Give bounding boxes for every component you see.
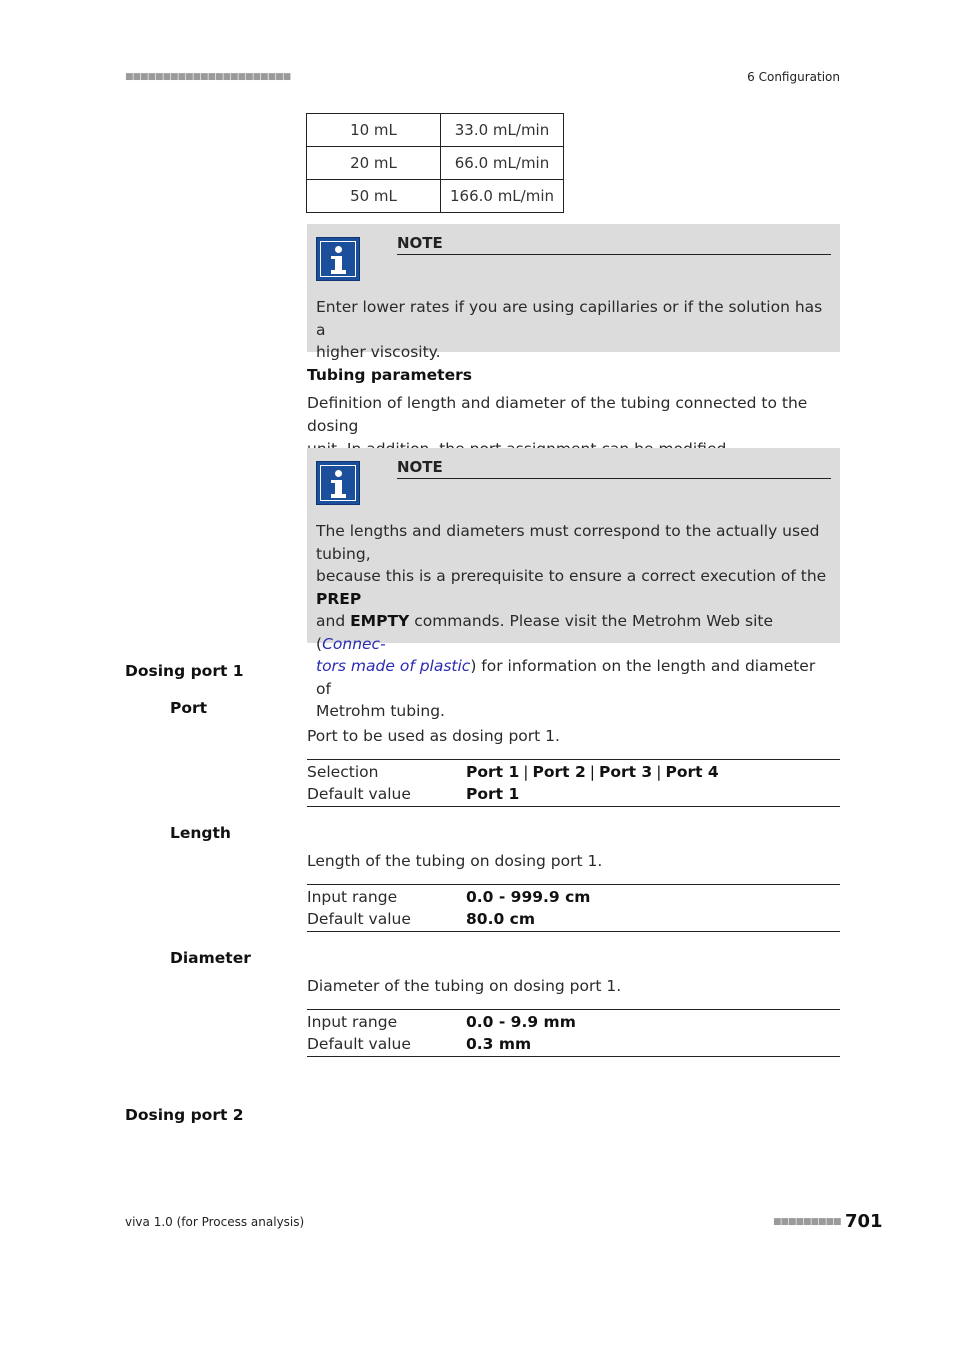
table-row	[307, 761, 840, 783]
note-line	[316, 565, 834, 610]
command-name: EMPTY	[350, 612, 410, 630]
volume-cell: 10 mL	[307, 114, 441, 147]
row-label: Input range	[307, 1013, 398, 1031]
connectors-link[interactable]: Connec-	[322, 634, 386, 653]
table-row	[307, 180, 564, 213]
header-decoration: ■■■■■■■■■■■■■■■■■■■■■■	[125, 72, 291, 82]
option: Port 3	[598, 763, 653, 781]
note-title: NOTE	[397, 234, 831, 255]
parameter-table	[307, 759, 840, 807]
chapter-title: 6 Configuration	[747, 70, 840, 84]
text-span: and	[316, 612, 351, 630]
row-label: Default value	[307, 1035, 411, 1053]
note-line	[316, 610, 834, 655]
section-heading: Tubing parameters	[307, 366, 472, 384]
parameter-description: Diameter of the tubing on dosing port 1.	[307, 977, 622, 995]
row-label: Input range	[307, 888, 398, 906]
info-icon	[316, 237, 360, 281]
rate-cell: 33.0 mL/min	[441, 114, 564, 147]
page-number: 701	[845, 1211, 883, 1232]
note-text	[316, 296, 834, 364]
table-row	[307, 147, 564, 180]
separator: |	[589, 763, 595, 781]
product-name: viva 1.0 (for Process analysis)	[125, 1215, 305, 1229]
note-box	[307, 448, 840, 720]
row-label: Selection	[307, 763, 379, 781]
volume-cell: 20 mL	[307, 147, 441, 180]
text-span: Metrohm tubing.	[316, 702, 445, 720]
row-label: Default value	[307, 785, 411, 803]
section-heading: Dosing port 1	[125, 662, 244, 680]
text-span: because this is a prerequisite to ensure a correct execution of the	[316, 567, 827, 585]
note-line	[316, 655, 834, 700]
parameter-description: Length of the tubing on dosing port 1.	[307, 852, 603, 870]
option: Port 4	[665, 763, 719, 781]
table-row	[307, 1011, 840, 1033]
option: Port 1	[466, 763, 520, 781]
table-row	[307, 886, 840, 908]
selection-options	[466, 761, 719, 783]
range-value: 0.0 - 9.9 mm	[466, 1013, 576, 1031]
note-title: NOTE	[397, 458, 831, 479]
parameter-heading: Diameter	[170, 949, 251, 967]
rate-cell: 166.0 mL/min	[441, 180, 564, 213]
note-line: higher viscosity.	[316, 343, 441, 361]
rate-table	[306, 113, 564, 213]
rate-cell: 66.0 mL/min	[441, 147, 564, 180]
text-span: The lengths and diameters must correspond to the actually used tubing,	[316, 522, 820, 563]
default-value: 80.0 cm	[466, 910, 535, 928]
parameter-description: Port to be used as dosing port 1.	[307, 727, 560, 745]
description-line: Definition of length and diameter of the tubing connected to the dosing	[307, 394, 808, 435]
note-line	[316, 520, 834, 565]
footer-decoration: ■■■■■■■■■	[773, 1217, 841, 1227]
parameter-heading: Length	[170, 824, 231, 842]
range-value: 0.0 - 999.9 cm	[466, 888, 591, 906]
default-value: 0.3 mm	[466, 1035, 532, 1053]
text-span: commands. Please visit the Metrohm Web site (	[316, 612, 774, 653]
note-line: Enter lower rates if you are using capillaries or if the solution has a	[316, 298, 823, 339]
parameter-table	[307, 1009, 840, 1057]
command-name: PREP	[316, 589, 362, 608]
option: Port 2	[532, 763, 586, 781]
connectors-link[interactable]: tors made of plastic	[316, 657, 471, 675]
separator: |	[523, 763, 529, 781]
table-row	[307, 908, 840, 930]
row-label: Default value	[307, 910, 411, 928]
note-line	[316, 700, 834, 723]
default-value: Port 1	[466, 785, 520, 803]
table-row	[307, 783, 840, 805]
table-row	[307, 114, 564, 147]
parameter-heading: Port	[170, 699, 208, 717]
separator: |	[656, 763, 662, 781]
info-icon	[316, 461, 360, 505]
parameter-table	[307, 884, 840, 932]
section-heading: Dosing port 2	[125, 1106, 244, 1124]
table-row	[307, 1033, 840, 1055]
note-box	[307, 224, 840, 361]
note-text	[316, 520, 834, 723]
text-span: ) for information on the length and diameter of	[316, 657, 816, 698]
volume-cell: 50 mL	[307, 180, 441, 213]
